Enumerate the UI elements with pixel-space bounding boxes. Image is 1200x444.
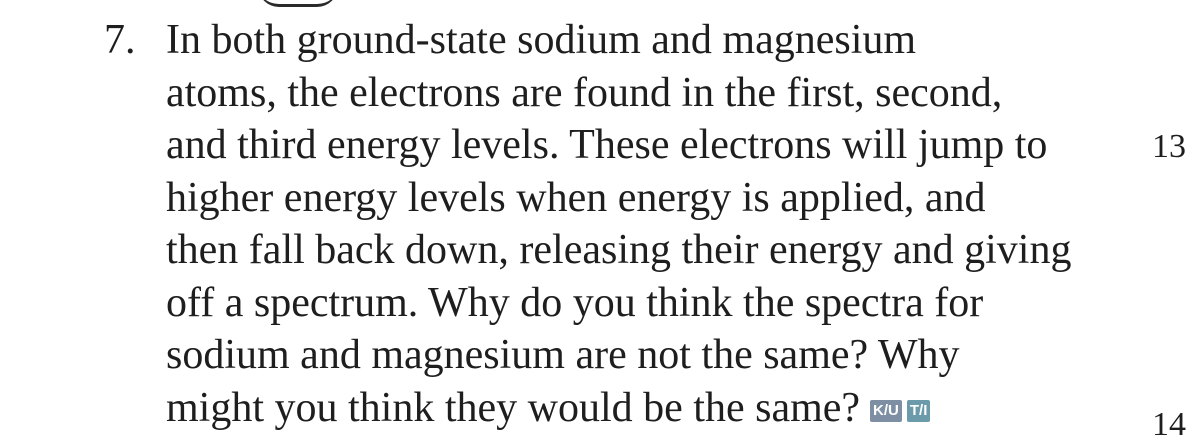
question-line: might you think they would be the same? bbox=[166, 384, 861, 431]
cropped-text-fragment bbox=[258, 0, 338, 7]
following-question-number: 14 bbox=[1152, 406, 1186, 443]
question-number: 7. bbox=[104, 17, 136, 63]
question-line: off a spectrum. Why do you think the spectra for bbox=[166, 279, 984, 326]
knowledge-understanding-badge: K/U bbox=[870, 400, 902, 422]
question-line: higher energy levels when energy is applied, and bbox=[166, 174, 986, 221]
question-line: In both ground-state sodium and magnesium bbox=[166, 17, 917, 63]
question-line: sodium and magnesium are not the same? Why bbox=[166, 332, 960, 378]
next-question-number: 13 bbox=[1152, 128, 1186, 165]
question-text bbox=[166, 14, 1126, 434]
thinking-investigation-badge: T/I bbox=[907, 400, 931, 422]
question-line: then fall back down, releasing their energy and giving bbox=[166, 227, 1072, 273]
question-line-last bbox=[166, 382, 1126, 435]
question-line: atoms, the electrons are found in the first, second, bbox=[166, 69, 1003, 116]
question-line: and third energy levels. These electrons will jump to bbox=[166, 122, 1048, 168]
